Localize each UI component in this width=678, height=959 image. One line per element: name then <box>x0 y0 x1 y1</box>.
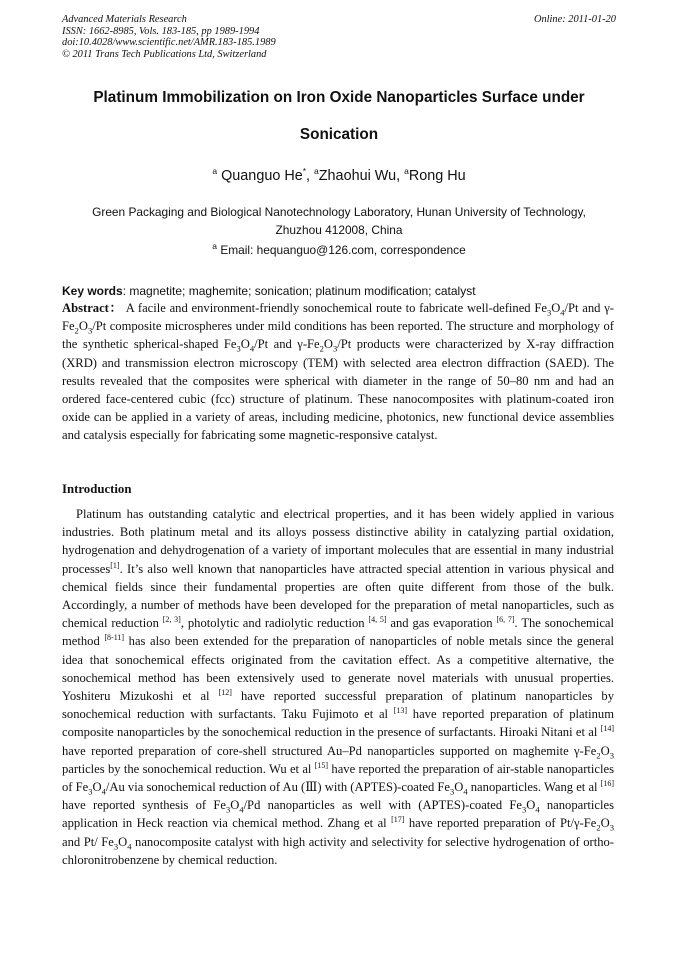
subscript: 4 <box>535 804 540 815</box>
body-text: have reported successful preparation of platinum nanoparticles by sonochemical reduction with surfactants. Taku Fujimoto et al <box>62 689 614 722</box>
body-text: nanoparticles. Wang et al <box>467 780 601 795</box>
abstract-text: O <box>240 337 250 352</box>
body-text: . The sonochemical method <box>62 616 615 649</box>
citation-ref: [17] <box>391 815 405 825</box>
abstract-text: /Pt products were characterized by X-ray diffraction (XRD) and transmission electron microscopy (TEM) with selected area electron diffraction (SAED). The results revealed that the composites were spherical with diameter in the range of 50–80 nm and had an ordered face-centered cubic (fcc) structure of platinum. These nanocomposites with platinum-coated iron oxide can be applied in a variety of areas, including medicine, photonics, new functional device assemblies and catalysis especially for fabricating some magnetic-responsive catalyst. <box>62 337 614 443</box>
subscript: 3 <box>609 822 614 833</box>
abstract-text: O <box>323 337 334 352</box>
keywords <box>62 284 476 298</box>
keywords-label: Key words <box>62 284 123 298</box>
subscript: 3 <box>225 804 231 815</box>
paper-title-line-2: Sonication <box>299 126 379 143</box>
body-text: /Pd nanoparticles as well with (APTES)-coated Fe <box>243 798 523 813</box>
citation-ref: [4, 5] <box>368 615 387 625</box>
abstract-text: /Pt composite microspheres under mild conditions has been reported. The structure and morphology of the synthetic spherical-shaped Fe <box>62 319 614 352</box>
body-text: Platinum has outstanding catalytic and electrical properties, and it has been widely applied in various industries. Both platinum metal and its alloys possess distinctive ability in catalyzing partial oxidation, hydrogenation and dehydrogenation of a variety of important molecules that are essential in many industrial processes <box>62 507 614 576</box>
author-affil-mark: a <box>314 166 319 177</box>
subscript: 3 <box>87 325 93 336</box>
corresponding-mark: * <box>302 166 307 177</box>
abstract-text: O <box>78 319 88 334</box>
author-name: Rong Hu <box>408 168 466 184</box>
subscript: 3 <box>88 786 93 797</box>
journal-name: Advanced Materials Research <box>62 14 187 25</box>
body-text: nanoparticles application in Heck reaction via chemical method. Zhang et al <box>62 798 614 831</box>
subscript: 4 <box>560 307 565 318</box>
citation-ref: [1] <box>110 560 120 570</box>
citation-ref: [13] <box>393 706 408 716</box>
citation-ref: [12] <box>218 687 232 697</box>
citation-ref: [6, 7] <box>496 615 515 625</box>
body-text: O <box>526 798 536 813</box>
online-date: Online: 2011-01-20 <box>533 14 616 25</box>
subscript: 4 <box>127 841 132 852</box>
affiliation-line-1: Green Packaging and Biological Nanotechnology Laboratory, Hunan University of Technology, <box>92 205 586 219</box>
issn-line: ISSN: 1662-8985, Vols. 183-185, pp 1989-1994 <box>62 25 260 37</box>
doi-line: doi:10.4028/www.scientific.net/AMR.183-185.1989 <box>62 37 276 49</box>
body-text: O <box>118 834 128 849</box>
abstract-text: O <box>551 301 561 315</box>
body-text: O <box>92 780 102 795</box>
body-text: , photolytic and radiolytic reduction <box>180 616 369 631</box>
subscript: 3 <box>113 841 119 852</box>
abstract-label: Abstract： <box>62 301 123 315</box>
subscript: 3 <box>609 750 614 761</box>
copyright-line: © 2011 Trans Tech Publications Ltd, Switzerland <box>62 48 267 60</box>
body-text: have reported the preparation of air-stable nanoparticles of Fe <box>62 761 614 795</box>
journal-header <box>62 14 276 60</box>
subscript: 3 <box>236 343 241 354</box>
body-text: and gas evaporation <box>386 616 497 631</box>
body-text: O <box>600 816 610 831</box>
email-text: Email: hequanguo@126.com, correspondence <box>220 243 466 257</box>
author-name: Zhaohui Wu, <box>318 168 405 184</box>
author-affil-mark: a <box>404 166 409 177</box>
body-text: particles by the sonochemical reduction. Wu et al <box>62 761 315 776</box>
keywords-text: : magnetite; maghemite; sonication; platinum modification; catalyst <box>122 284 476 298</box>
author-list <box>62 168 616 184</box>
subscript: 3 <box>450 786 455 797</box>
abstract-text: A facile and environment-friendly sonochemical route to fabricate well-defined Fe <box>122 301 547 315</box>
email-line <box>62 243 616 257</box>
subscript: 4 <box>463 786 468 797</box>
citation-ref: [16] <box>600 778 615 788</box>
subscript: 4 <box>101 786 106 797</box>
body-text: O <box>454 780 464 795</box>
body-text: have reported preparation of core-shell structured Au–Pd nanoparticles supported on maghemite γ-Fe <box>62 743 597 758</box>
citation-ref: [8-11] <box>104 633 125 643</box>
body-text: O <box>230 798 240 813</box>
citation-ref: [2, 3] <box>162 615 181 625</box>
author-separator: , <box>306 168 315 184</box>
body-text: and Pt/ Fe <box>62 834 114 849</box>
author-affil-mark: a <box>212 166 218 177</box>
subscript: 4 <box>249 343 255 354</box>
abstract-text: /Pt and γ-Fe <box>254 337 320 352</box>
body-text: nanocomposite catalyst with high activity and selectivity for selective hydrogenation of ortho-chloronitrobenzene by chemical reduction. <box>62 834 614 867</box>
citation-ref: [15] <box>314 760 329 770</box>
body-text: . It’s also well known that nanoparticles have attracted special attention in various physical and chemical fields since their fundamental properties are often quite different from those of the bulk. Accordingly, a number of methods have been developed for the preparation of metal nanoparticles, such as chemical reduction <box>62 561 614 631</box>
body-text: O <box>600 743 610 758</box>
body-text: have reported preparation of Pt/γ-Fe <box>404 816 597 831</box>
subscript: 3 <box>522 804 527 815</box>
citation-ref: [14] <box>600 724 614 734</box>
subscript: 2 <box>596 750 601 761</box>
abstract-paragraph <box>62 299 614 445</box>
subscript: 4 <box>239 804 244 815</box>
body-text: have reported preparation of platinum composite nanoparticles by the sonochemical reduction in the presence of surfactants. Hiroaki Nitani et al <box>62 707 614 740</box>
email-affil-mark: a <box>212 241 217 252</box>
affiliation <box>62 203 616 239</box>
section-heading: Introduction <box>62 482 132 496</box>
subscript: 2 <box>319 343 324 354</box>
subscript: 2 <box>596 822 601 833</box>
introduction-paragraph <box>62 505 614 869</box>
body-text: /Au via sonochemical reduction of Au (Ⅲ) with (APTES)-coated Fe <box>105 780 450 795</box>
subscript: 3 <box>333 343 338 354</box>
abstract-text: /Pt and γ-Fe <box>62 301 614 334</box>
subscript: 3 <box>546 307 552 318</box>
paper-title-line-1: Platinum Immobilization on Iron Oxide Nanoparticles Surface under <box>93 89 585 106</box>
subscript: 2 <box>74 325 79 336</box>
affiliation-line-2: Zhuzhou 412008, China <box>275 223 403 237</box>
author-name: Quanguo He <box>221 168 303 184</box>
body-text: has also been extended for the preparation of nanoparticles of noble metals since the general idea that sonochemical effects originated from the cavitation effect. As a competitive alternative, the sonochemical method has been extensively used to generate novel materials with unusual properties. Yoshiteru Mizukoshi et al <box>62 634 614 704</box>
body-text: have reported synthesis of Fe <box>62 798 226 813</box>
